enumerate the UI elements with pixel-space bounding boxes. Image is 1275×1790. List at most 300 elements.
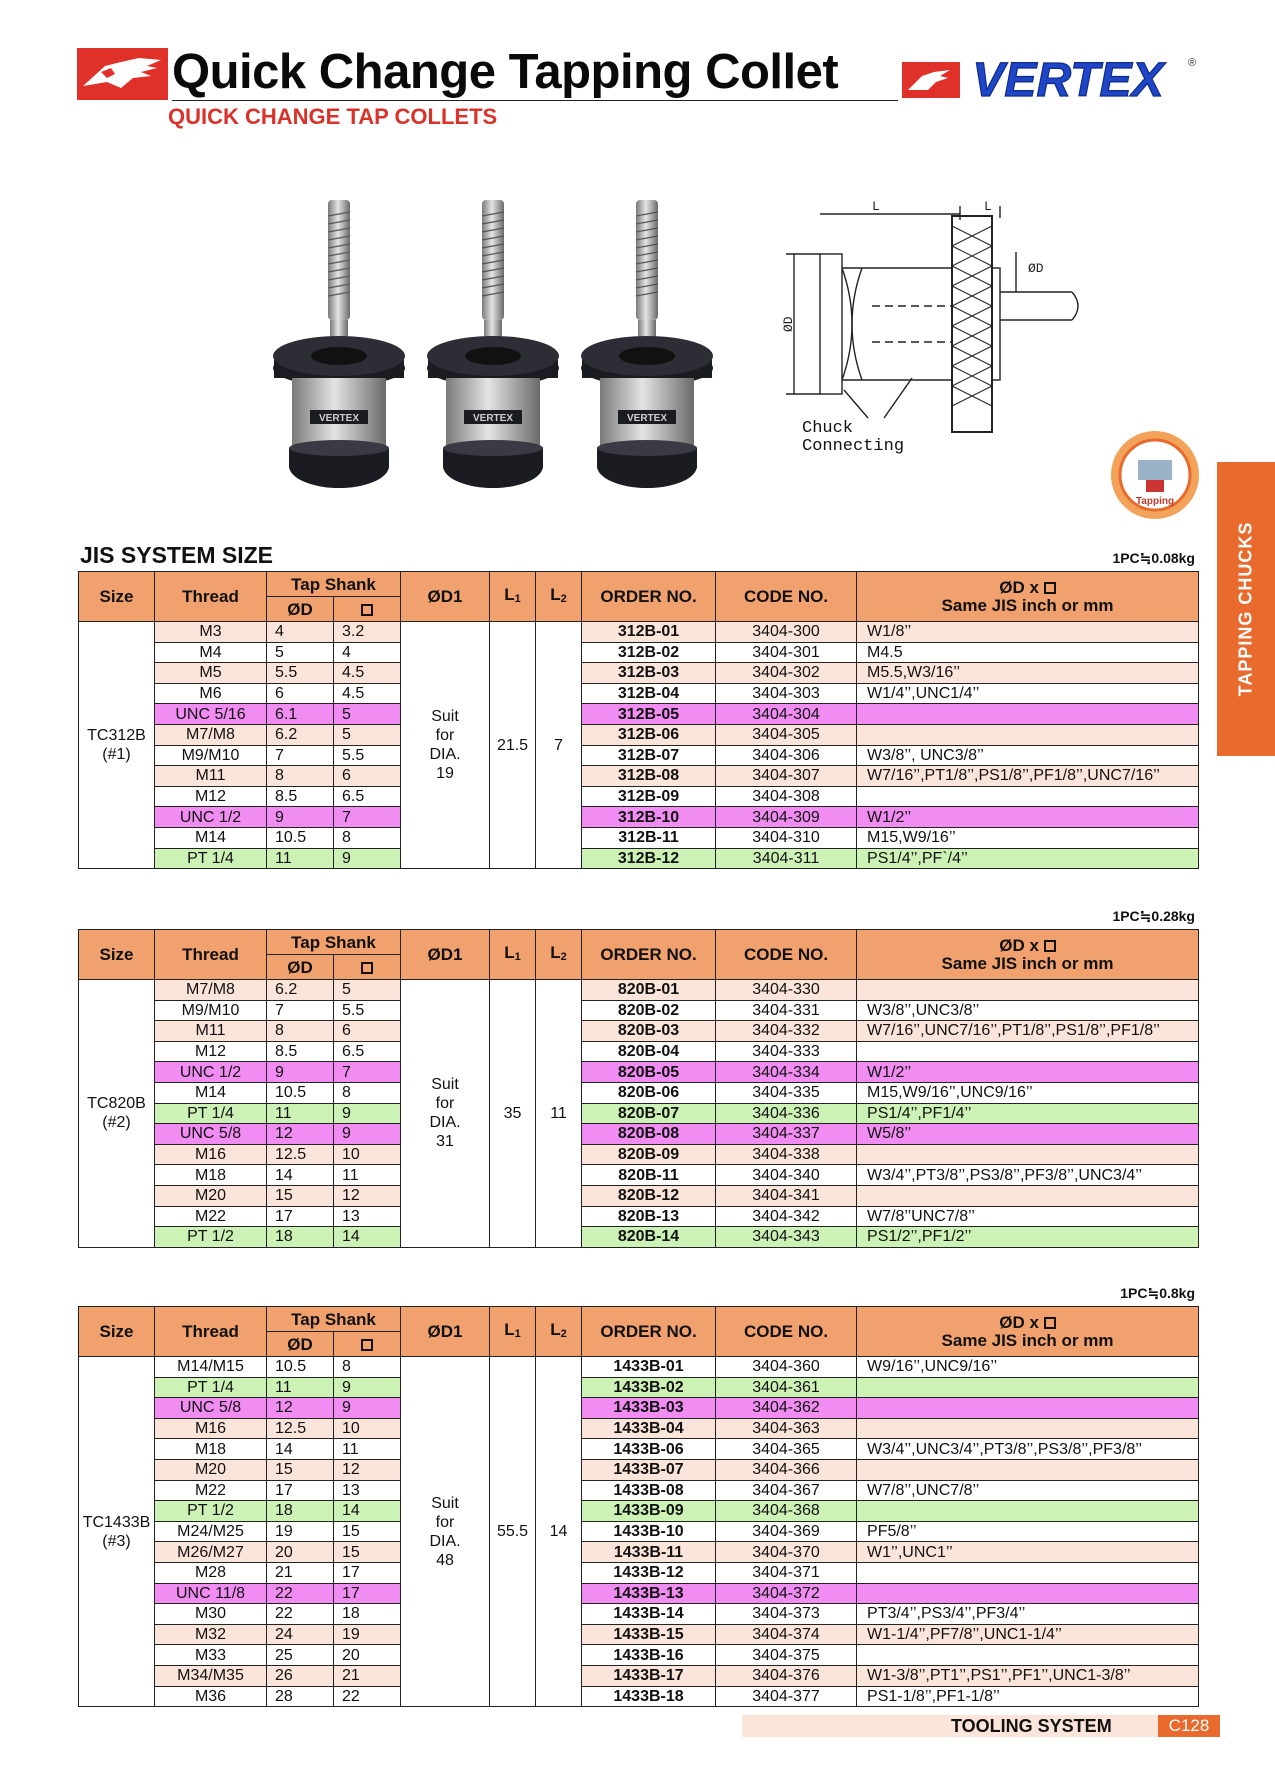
same-jis-cell: PS1/4’’,PF`/4’’ [857, 848, 1199, 869]
code-no-cell: 3404-377 [716, 1686, 857, 1707]
od-cell: 6.2 [267, 724, 334, 745]
square-cell: 14 [334, 1501, 401, 1522]
order-no-cell: 820B-01 [582, 980, 716, 1001]
square-cell: 6.5 [334, 1041, 401, 1062]
same-jis-cell: W7/16’’,PT1/8’’,PS1/8’’,PF1/8’’,UNC7/16’’ [857, 766, 1199, 787]
thread-cell: M5 [155, 663, 267, 684]
square-cell: 15 [334, 1542, 401, 1563]
same-jis-cell [857, 1583, 1199, 1604]
order-no-cell: 1433B-03 [582, 1398, 716, 1419]
thread-cell: PT 1/2 [155, 1227, 267, 1248]
same-jis-cell: W7/16’’,UNC7/16’’,PT1/8’’,PS1/8’’,PF1/8’’ [857, 1021, 1199, 1042]
header-thread: Thread [155, 930, 267, 980]
order-no-cell: 1433B-01 [582, 1357, 716, 1378]
square-cell: 19 [334, 1624, 401, 1645]
order-no-cell: 312B-01 [582, 622, 716, 643]
same-jis-cell: W1/8’’ [857, 622, 1199, 643]
same-jis-cell: W1/4’’,UNC1/4’’ [857, 683, 1199, 704]
thread-cell: M7/M8 [155, 724, 267, 745]
header-order-no: ORDER NO. [582, 1307, 716, 1357]
code-no-cell: 3404-308 [716, 786, 857, 807]
code-no-cell: 3404-304 [716, 704, 857, 725]
od-cell: 18 [267, 1501, 334, 1522]
square-cell: 11 [334, 1165, 401, 1186]
table-row [79, 1665, 1199, 1686]
order-no-cell: 1433B-13 [582, 1583, 716, 1604]
code-no-cell: 3404-337 [716, 1124, 857, 1145]
thread-cell: PT 1/4 [155, 1103, 267, 1124]
od-cell: 6 [267, 683, 334, 704]
order-no-cell: 1433B-18 [582, 1686, 716, 1707]
order-no-cell: 820B-04 [582, 1041, 716, 1062]
square-cell: 17 [334, 1583, 401, 1604]
od-cell: 12.5 [267, 1144, 334, 1165]
size-cell: TC1433B (#3) [79, 1357, 155, 1707]
od-cell: 18 [267, 1227, 334, 1248]
table-row [79, 1124, 1199, 1145]
order-no-cell: 820B-12 [582, 1185, 716, 1206]
square-cell: 12 [334, 1459, 401, 1480]
order-no-cell: 1433B-10 [582, 1521, 716, 1542]
l1-cell: 21.5 [490, 622, 536, 869]
header-od1: ØD1 [401, 572, 490, 622]
od-cell: 9 [267, 1062, 334, 1083]
header-order-no: ORDER NO. [582, 572, 716, 622]
order-no-cell: 820B-11 [582, 1165, 716, 1186]
code-no-cell: 3404-365 [716, 1439, 857, 1460]
order-no-cell: 1433B-08 [582, 1480, 716, 1501]
order-no-cell: 820B-13 [582, 1206, 716, 1227]
square-cell: 18 [334, 1604, 401, 1625]
square-cell: 9 [334, 848, 401, 869]
od-cell: 5.5 [267, 663, 334, 684]
od-cell: 25 [267, 1645, 334, 1666]
square-cell: 17 [334, 1562, 401, 1583]
side-tab-label: TAPPING CHUCKS [1235, 521, 1256, 697]
thread-cell: M12 [155, 786, 267, 807]
table-row [79, 704, 1199, 725]
table-row [79, 980, 1199, 1001]
square-cell: 5 [334, 980, 401, 1001]
label-od1: ØD [781, 316, 796, 332]
square-cell: 11 [334, 1439, 401, 1460]
thread-cell: M9/M10 [155, 1000, 267, 1021]
same-jis-cell: W1-1/4’’,PF7/8’’,UNC1-1/4’’ [857, 1624, 1199, 1645]
code-no-cell: 3404-302 [716, 663, 857, 684]
code-no-cell: 3404-332 [716, 1021, 857, 1042]
od-cell: 22 [267, 1604, 334, 1625]
suit-cell: Suit for DIA. 19 [401, 622, 490, 869]
code-no-cell: 3404-370 [716, 1542, 857, 1563]
order-no-cell: 312B-05 [582, 704, 716, 725]
square-cell: 12 [334, 1185, 401, 1206]
thread-cell: PT 1/4 [155, 848, 267, 869]
thread-cell: UNC 5/8 [155, 1398, 267, 1419]
header-code-no: CODE NO. [716, 572, 857, 622]
same-jis-cell [857, 1645, 1199, 1666]
thread-cell: M4 [155, 642, 267, 663]
registered-mark: ® [1187, 57, 1197, 69]
page-subtitle: QUICK CHANGE TAP COLLETS [168, 104, 498, 129]
header-code-no: CODE NO. [716, 930, 857, 980]
suit-cell: Suit for DIA. 31 [401, 980, 490, 1248]
square-cell: 22 [334, 1686, 401, 1707]
thread-cell: M16 [155, 1144, 267, 1165]
square-cell: 9 [334, 1124, 401, 1145]
svg-text:VERTEX: VERTEX [626, 413, 668, 424]
square-cell: 13 [334, 1206, 401, 1227]
same-jis-cell: W3/4’’,UNC3/4’’,PT3/8’’,PS3/8’’,PF3/8’’ [857, 1439, 1199, 1460]
od-cell: 20 [267, 1542, 334, 1563]
code-no-cell: 3404-310 [716, 827, 857, 848]
square-cell: 9 [334, 1377, 401, 1398]
table-row [79, 1645, 1199, 1666]
code-no-cell: 3404-360 [716, 1357, 857, 1378]
square-symbol-icon [1044, 582, 1056, 594]
order-no-cell: 1433B-07 [582, 1459, 716, 1480]
code-no-cell: 3404-362 [716, 1398, 857, 1419]
table-row [79, 1377, 1199, 1398]
chuck-label: Chuck [802, 419, 854, 438]
code-no-cell: 3404-366 [716, 1459, 857, 1480]
table-row [79, 1686, 1199, 1707]
same-jis-cell: W1’’,UNC1’’ [857, 1542, 1199, 1563]
table-row [79, 1000, 1199, 1021]
dimension-drawing [772, 196, 1097, 496]
square-cell: 4.5 [334, 663, 401, 684]
table-row [79, 1206, 1199, 1227]
spec-table-tc820b [78, 929, 1199, 1248]
l1-cell: 55.5 [490, 1357, 536, 1707]
thread-cell: UNC 5/16 [155, 704, 267, 725]
thread-cell: M24/M25 [155, 1521, 267, 1542]
title-underline [172, 100, 898, 101]
code-no-cell: 3404-331 [716, 1000, 857, 1021]
tapping-badge-icon [1108, 428, 1202, 522]
same-jis-cell: W7/8’’,UNC7/8’’ [857, 1480, 1199, 1501]
thread-cell: M14 [155, 827, 267, 848]
table-row [79, 807, 1199, 828]
header-code-no: CODE NO. [716, 1307, 857, 1357]
weight-note-3: 1PC≒0.8kg [1120, 1285, 1195, 1301]
code-no-cell: 3404-343 [716, 1227, 857, 1248]
same-jis-cell: M15,W9/16’’,UNC9/16’’ [857, 1082, 1199, 1103]
code-no-cell: 3404-361 [716, 1377, 857, 1398]
same-jis-cell: W1/2’’ [857, 1062, 1199, 1083]
same-jis-cell [857, 1562, 1199, 1583]
header-size: Size [79, 572, 155, 622]
thread-cell: PT 1/2 [155, 1501, 267, 1522]
table-row [79, 1062, 1199, 1083]
table-row [79, 1562, 1199, 1583]
od-cell: 7 [267, 1000, 334, 1021]
same-jis-cell [857, 1459, 1199, 1480]
od-cell: 22 [267, 1583, 334, 1604]
header-od: ØD [267, 955, 334, 980]
order-no-cell: 1433B-17 [582, 1665, 716, 1686]
same-jis-cell [857, 1185, 1199, 1206]
table-row [79, 1480, 1199, 1501]
code-no-cell: 3404-374 [716, 1624, 857, 1645]
header-thread: Thread [155, 1307, 267, 1357]
same-jis-cell [857, 724, 1199, 745]
same-jis-cell: PS1/2’’,PF1/2’’ [857, 1227, 1199, 1248]
code-no-cell: 3404-373 [716, 1604, 857, 1625]
code-no-cell: 3404-341 [716, 1185, 857, 1206]
header-same-jis: ØD x Same JIS inch or mm [857, 930, 1199, 980]
code-no-cell: 3404-303 [716, 683, 857, 704]
label-l1: L [872, 199, 880, 214]
od-cell: 15 [267, 1459, 334, 1480]
order-no-cell: 1433B-09 [582, 1501, 716, 1522]
square-cell: 4.5 [334, 683, 401, 704]
label-l2: L [984, 199, 992, 214]
thread-cell: UNC 5/8 [155, 1124, 267, 1145]
square-cell: 5 [334, 704, 401, 725]
code-no-cell: 3404-307 [716, 766, 857, 787]
square-cell: 7 [334, 1062, 401, 1083]
order-no-cell: 312B-04 [582, 683, 716, 704]
order-no-cell: 820B-08 [582, 1124, 716, 1145]
order-no-cell: 820B-02 [582, 1000, 716, 1021]
od-cell: 6.2 [267, 980, 334, 1001]
suit-cell: Suit for DIA. 48 [401, 1357, 490, 1707]
od-cell: 19 [267, 1521, 334, 1542]
code-no-cell: 3404-330 [716, 980, 857, 1001]
order-no-cell: 312B-02 [582, 642, 716, 663]
order-no-cell: 312B-10 [582, 807, 716, 828]
code-no-cell: 3404-369 [716, 1521, 857, 1542]
od-cell: 9 [267, 807, 334, 828]
brand-name: VERTEX [972, 54, 1164, 106]
header-size: Size [79, 930, 155, 980]
same-jis-cell [857, 1144, 1199, 1165]
square-cell: 5.5 [334, 1000, 401, 1021]
od-cell: 17 [267, 1480, 334, 1501]
order-no-cell: 312B-09 [582, 786, 716, 807]
thread-cell: M32 [155, 1624, 267, 1645]
order-no-cell: 820B-05 [582, 1062, 716, 1083]
section-side-tab [1217, 462, 1275, 756]
table-row [79, 642, 1199, 663]
square-cell: 21 [334, 1665, 401, 1686]
same-jis-cell [857, 980, 1199, 1001]
table-row [79, 1021, 1199, 1042]
thread-cell: M18 [155, 1439, 267, 1460]
thread-cell: M22 [155, 1480, 267, 1501]
thread-cell: M28 [155, 1562, 267, 1583]
square-cell: 5 [334, 724, 401, 745]
od-cell: 8.5 [267, 786, 334, 807]
od-cell: 14 [267, 1439, 334, 1460]
code-no-cell: 3404-338 [716, 1144, 857, 1165]
square-cell: 6 [334, 1021, 401, 1042]
same-jis-cell: W1/2’’ [857, 807, 1199, 828]
order-no-cell: 820B-06 [582, 1082, 716, 1103]
table-row [79, 724, 1199, 745]
thread-cell: M22 [155, 1206, 267, 1227]
square-cell: 6.5 [334, 786, 401, 807]
od-cell: 17 [267, 1206, 334, 1227]
page-number: C128 [1158, 1715, 1220, 1737]
same-jis-cell: M4.5 [857, 642, 1199, 663]
square-cell: 4 [334, 642, 401, 663]
table-row [79, 1459, 1199, 1480]
code-no-cell: 3404-376 [716, 1665, 857, 1686]
square-cell: 13 [334, 1480, 401, 1501]
table-row [79, 1542, 1199, 1563]
size-cell: TC312B (#1) [79, 622, 155, 869]
header-od: ØD [267, 1332, 334, 1357]
footer-label: TOOLING SYSTEM [951, 1716, 1112, 1736]
od-cell: 11 [267, 1103, 334, 1124]
square-cell: 6 [334, 766, 401, 787]
od-cell: 11 [267, 1377, 334, 1398]
thread-cell: M12 [155, 1041, 267, 1062]
table-row [79, 663, 1199, 684]
thread-cell: M20 [155, 1459, 267, 1480]
thread-cell: M30 [155, 1604, 267, 1625]
code-no-cell: 3404-371 [716, 1562, 857, 1583]
order-no-cell: 312B-12 [582, 848, 716, 869]
code-no-cell: 3404-305 [716, 724, 857, 745]
square-symbol-icon [361, 962, 373, 974]
same-jis-cell: W3/4’’,PT3/8’’,PS3/8’’,PF3/8’’,UNC3/4’’ [857, 1165, 1199, 1186]
square-cell: 3.2 [334, 622, 401, 643]
square-cell: 15 [334, 1521, 401, 1542]
order-no-cell: 820B-14 [582, 1227, 716, 1248]
order-no-cell: 1433B-11 [582, 1542, 716, 1563]
thread-cell: UNC 11/8 [155, 1583, 267, 1604]
same-jis-cell: PS1-1/8’’,PF1-1/8’’ [857, 1686, 1199, 1707]
header-l1: $L_1$ [490, 572, 536, 622]
code-no-cell: 3404-309 [716, 807, 857, 828]
square-cell: 8 [334, 827, 401, 848]
table-row [79, 1357, 1199, 1378]
square-cell: 7 [334, 807, 401, 828]
od-cell: 26 [267, 1665, 334, 1686]
od-cell: 10.5 [267, 827, 334, 848]
code-no-cell: 3404-335 [716, 1082, 857, 1103]
square-symbol-icon [361, 604, 373, 616]
header-tap-shank: Tap Shank [267, 1307, 401, 1332]
od-cell: 15 [267, 1185, 334, 1206]
table-row [79, 827, 1199, 848]
table-row [79, 1398, 1199, 1419]
same-jis-cell: M15,W9/16’’ [857, 827, 1199, 848]
same-jis-cell: M5.5,W3/16’’ [857, 663, 1199, 684]
od-cell: 14 [267, 1165, 334, 1186]
order-no-cell: 1433B-15 [582, 1624, 716, 1645]
code-no-cell: 3404-333 [716, 1041, 857, 1062]
header-l1: $L_1$ [490, 930, 536, 980]
code-no-cell: 3404-306 [716, 745, 857, 766]
square-cell: 5.5 [334, 745, 401, 766]
header-l2: $L_2$ [536, 930, 582, 980]
order-no-cell: 820B-03 [582, 1021, 716, 1042]
same-jis-cell [857, 704, 1199, 725]
header-l2: $L_2$ [536, 572, 582, 622]
same-jis-cell [857, 1418, 1199, 1439]
header-order-no: ORDER NO. [582, 930, 716, 980]
order-no-cell: 1433B-02 [582, 1377, 716, 1398]
table-row [79, 1418, 1199, 1439]
l1-cell: 35 [490, 980, 536, 1248]
header-tap-shank: Tap Shank [267, 572, 401, 597]
order-no-cell: 312B-08 [582, 766, 716, 787]
od-cell: 12 [267, 1398, 334, 1419]
thread-cell: UNC 1/2 [155, 1062, 267, 1083]
square-cell: 8 [334, 1357, 401, 1378]
table-row [79, 1583, 1199, 1604]
same-jis-cell: W7/8’’UNC7/8’’ [857, 1206, 1199, 1227]
square-symbol-icon [1044, 940, 1056, 952]
weight-note-1: 1PC≒0.08kg [1112, 550, 1195, 566]
code-no-cell: 3404-334 [716, 1062, 857, 1083]
table-row [79, 848, 1199, 869]
od-cell: 5 [267, 642, 334, 663]
table-row [79, 1041, 1199, 1062]
table-row [79, 1227, 1199, 1248]
code-no-cell: 3404-301 [716, 642, 857, 663]
square-symbol-icon [1044, 1317, 1056, 1329]
square-cell: 10 [334, 1418, 401, 1439]
section-title: JIS SYSTEM SIZE [80, 542, 273, 568]
same-jis-cell: W1-3/8’’,PT1’’,PS1’’,PF1’’,UNC1-3/8’’ [857, 1665, 1199, 1686]
table-row [79, 786, 1199, 807]
order-no-cell: 312B-07 [582, 745, 716, 766]
table-row [79, 1185, 1199, 1206]
collet-photo-2 [424, 196, 564, 514]
header-od1: ØD1 [401, 930, 490, 980]
code-no-cell: 3404-368 [716, 1501, 857, 1522]
code-no-cell: 3404-375 [716, 1645, 857, 1666]
table-row [79, 1521, 1199, 1542]
thread-cell: M16 [155, 1418, 267, 1439]
table-row [79, 1439, 1199, 1460]
od-cell: 6.1 [267, 704, 334, 725]
order-no-cell: 1433B-06 [582, 1439, 716, 1460]
same-jis-cell [857, 1041, 1199, 1062]
thread-cell: M11 [155, 766, 267, 787]
order-no-cell: 1433B-12 [582, 1562, 716, 1583]
same-jis-cell: W5/8’’ [857, 1124, 1199, 1145]
od-cell: 10.5 [267, 1082, 334, 1103]
code-no-cell: 3404-340 [716, 1165, 857, 1186]
code-no-cell: 3404-372 [716, 1583, 857, 1604]
thread-cell: M6 [155, 683, 267, 704]
connecting-label: Connecting [802, 437, 905, 456]
same-jis-cell: W3/8’’,UNC3/8’’ [857, 1000, 1199, 1021]
thread-cell: M11 [155, 1021, 267, 1042]
table-row [79, 683, 1199, 704]
header-od: ØD [267, 597, 334, 622]
thread-cell: M7/M8 [155, 980, 267, 1001]
od-cell: 12.5 [267, 1418, 334, 1439]
code-no-cell: 3404-311 [716, 848, 857, 869]
spec-table-tc312b [78, 571, 1199, 869]
l2-cell: 7 [536, 622, 582, 869]
square-cell: 20 [334, 1645, 401, 1666]
order-no-cell: 1433B-14 [582, 1604, 716, 1625]
od-cell: 7 [267, 745, 334, 766]
svg-text:VERTEX: VERTEX [472, 413, 514, 424]
table-row [79, 1082, 1199, 1103]
same-jis-cell [857, 1501, 1199, 1522]
code-no-cell: 3404-363 [716, 1418, 857, 1439]
size-cell: TC820B (#2) [79, 980, 155, 1248]
od-cell: 8.5 [267, 1041, 334, 1062]
